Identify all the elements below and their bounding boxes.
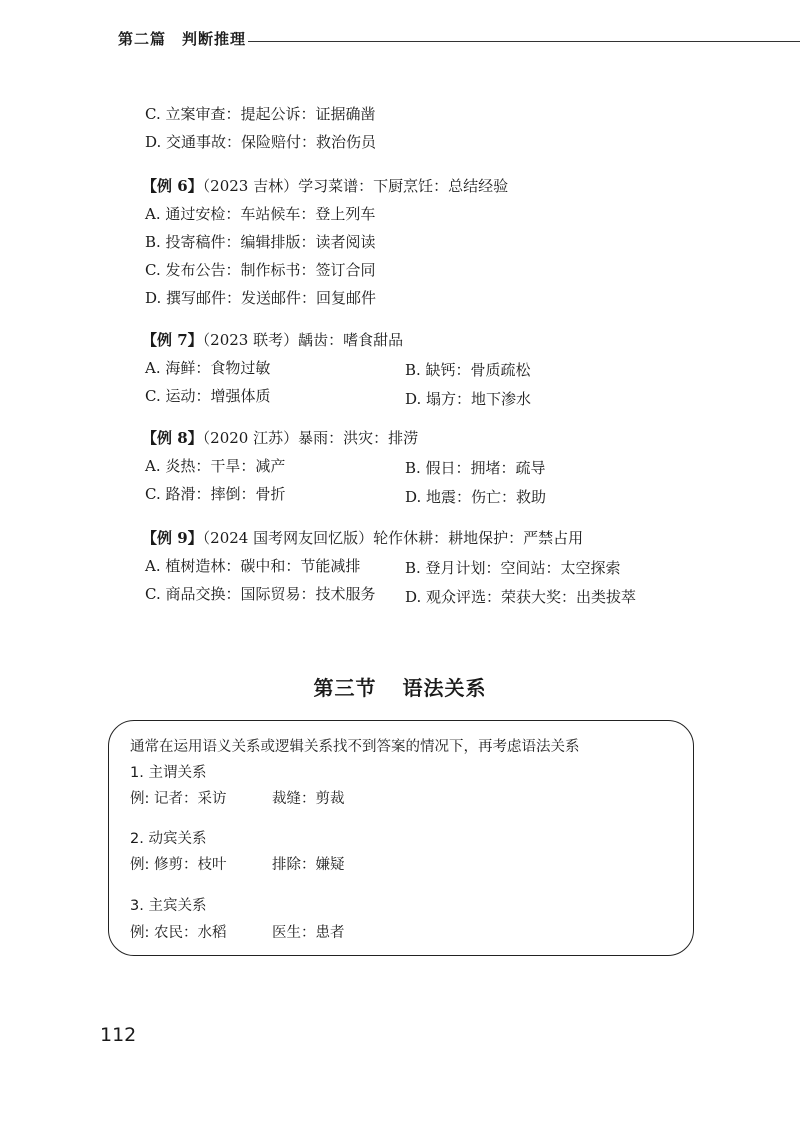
option-line: B. 投寄稿件：编辑排版：读者阅读 [145, 233, 376, 251]
option-line: C. 路滑：摔倒：骨折 [145, 485, 286, 503]
option-line: B. 缺钙：骨质疏松 [405, 361, 531, 379]
example-9-header [142, 528, 583, 548]
relation-heading: 1. 主谓关系 [130, 765, 207, 781]
header-rule [248, 41, 800, 42]
option-line: B. 登月计划：空间站：太空探索 [405, 559, 621, 577]
example-tag: 【例 8】 [142, 429, 203, 447]
example-6-header [142, 176, 508, 196]
header-title: 第二篇 判断推理 [118, 30, 247, 48]
relation-heading: 2. 动宾关系 [130, 831, 207, 847]
example-stem: 龋齿：嗜食甜品 [298, 331, 404, 349]
option-line: A. 炎热：干旱：减产 [145, 457, 286, 475]
option-line: D. 交通事故：保险赔付：救治伤员 [145, 133, 377, 151]
example-stem: 学习菜谱：下厨烹饪：总结经验 [298, 177, 509, 195]
relation-example [130, 789, 227, 809]
option-line: C. 立案审查：提起公诉：证据确凿 [145, 105, 376, 123]
option-line: D. 塌方：地下渗水 [405, 390, 532, 408]
option-line: A. 海鲜：食物过敏 [145, 359, 271, 377]
example-label: 例: [130, 857, 150, 873]
example-pair: 农民：水稻 [154, 925, 227, 941]
running-header [118, 28, 718, 52]
section-number: 第三节 [313, 676, 377, 700]
example-pair: 记者：采访 [154, 791, 227, 807]
example-pair: 裁缝：剪裁 [272, 791, 345, 807]
example-7-header [142, 330, 403, 350]
relation-example [130, 855, 227, 875]
example-tag: 【例 6】 [142, 177, 203, 195]
example-8-header [142, 428, 418, 448]
box-intro: 通常在运用语义关系或逻辑关系找不到答案的情况下，再考虑语法关系 [130, 739, 580, 755]
example-pair: 排除：嫌疑 [272, 857, 345, 873]
option-line: D. 观众评选：荣获大奖：出类拔萃 [405, 588, 637, 606]
example-stem: 轮作休耕：耕地保护：严禁占用 [373, 529, 584, 547]
page-number: 112 [100, 1024, 137, 1046]
example-tag: 【例 7】 [142, 331, 203, 349]
option-line: C. 发布公告：制作标书：签订合同 [145, 261, 376, 279]
example-label: 例: [130, 925, 150, 941]
section-title [0, 672, 800, 701]
option-line: C. 商品交换：国际贸易：技术服务 [145, 585, 376, 603]
example-label: 例: [130, 791, 150, 807]
example-source: （2023 吉林） [202, 177, 299, 195]
example-tag: 【例 9】 [142, 529, 203, 547]
example-source: （2023 联考） [202, 331, 299, 349]
example-source: （2024 国考网友回忆版） [202, 529, 374, 547]
option-line: D. 撰写邮件：发送邮件：回复邮件 [145, 289, 377, 307]
option-line: C. 运动：增强体质 [145, 387, 271, 405]
example-stem: 暴雨：洪灾：排涝 [298, 429, 419, 447]
relation-example [130, 923, 227, 943]
example-pair: 医生：患者 [272, 925, 345, 941]
option-line: A. 植树造林：碳中和：节能减排 [145, 557, 361, 575]
example-source: （2020 江苏） [202, 429, 299, 447]
option-line: D. 地震：伤亡：救助 [405, 488, 547, 506]
option-line: A. 通过安检：车站候车：登上列车 [145, 205, 376, 223]
option-line: B. 假日：拥堵：疏导 [405, 459, 546, 477]
section-heading: 语法关系 [402, 676, 487, 700]
relation-heading: 3. 主宾关系 [130, 898, 207, 914]
example-pair: 修剪：枝叶 [154, 857, 227, 873]
